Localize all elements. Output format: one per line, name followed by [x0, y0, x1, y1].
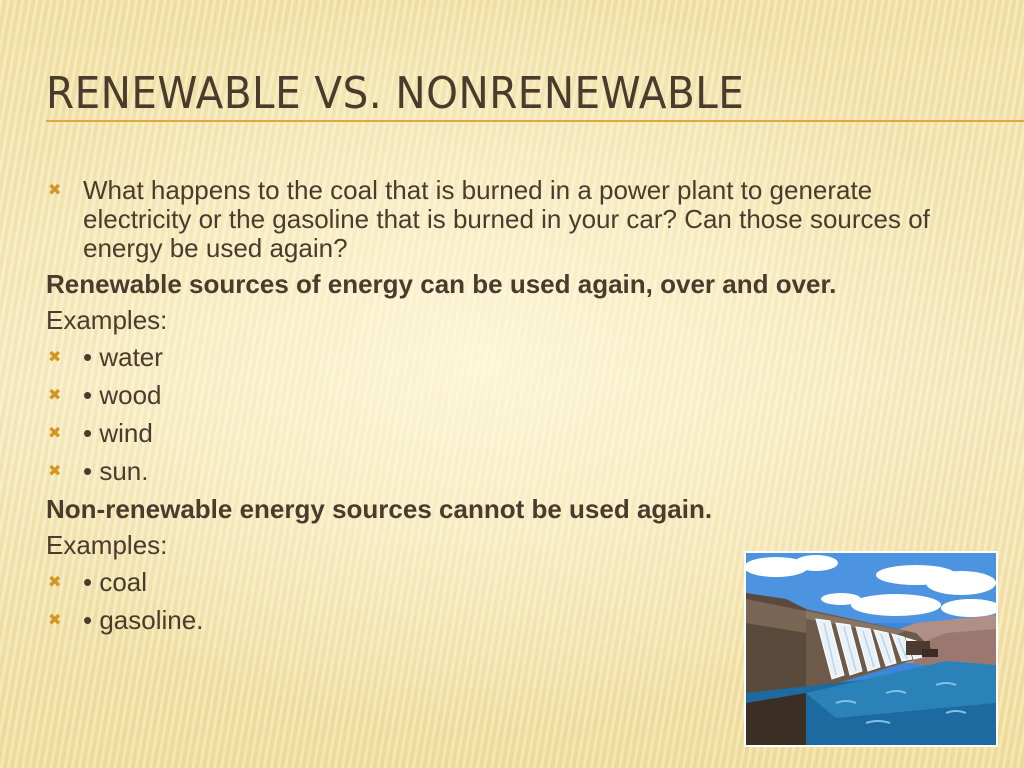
example-text: • sun. — [83, 456, 149, 486]
nonrenewable-examples-label: Examples: — [46, 530, 168, 560]
list-item — [46, 343, 946, 372]
title-divider — [46, 120, 1024, 122]
dam-picture — [746, 553, 996, 745]
question-text: What happens to the coal that is burned in a power plant to generate electricity or the gasoline that is burned in your car? Can those sources of energy be used again? — [83, 175, 930, 263]
question-bullet — [46, 176, 946, 263]
example-text: • coal — [83, 567, 148, 597]
slide-title: RENEWABLE VS. NONRENEWABLE — [46, 68, 745, 119]
example-text: • water — [83, 342, 163, 372]
list-item — [46, 457, 946, 486]
example-text: • gasoline. — [83, 605, 204, 635]
x-bullet-icon: ✖ — [48, 387, 62, 404]
x-bullet-icon: ✖ — [48, 425, 62, 442]
x-bullet-icon: ✖ — [48, 612, 62, 629]
dam-illustration — [744, 551, 998, 747]
x-bullet-icon: ✖ — [48, 349, 62, 366]
example-text: • wood — [83, 380, 162, 410]
x-bullet-icon: ✖ — [48, 182, 62, 199]
list-item — [46, 419, 946, 448]
renewable-examples-label: Examples: — [46, 305, 168, 335]
list-item — [46, 381, 946, 410]
nonrenewable-statement: Non-renewable energy sources cannot be used again. — [46, 494, 713, 524]
x-bullet-icon: ✖ — [48, 574, 62, 591]
example-text: • wind — [83, 418, 153, 448]
x-bullet-icon: ✖ — [48, 463, 62, 480]
renewable-statement: Renewable sources of energy can be used again, over and over. — [46, 269, 837, 299]
